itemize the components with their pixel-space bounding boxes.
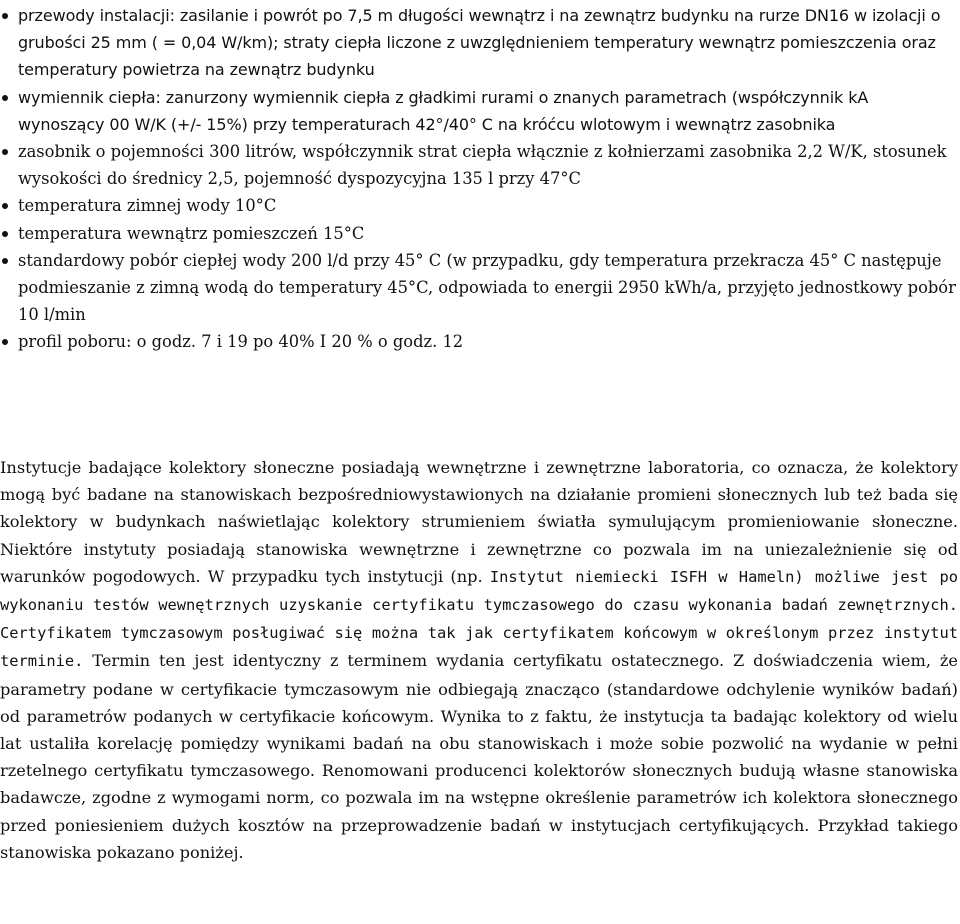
bullet-icon	[2, 339, 8, 345]
bullet-icon	[2, 149, 8, 155]
paragraph-text-part2: Instytut niemiecki ISFH w Hameln) możliwe jest po wykonaniu testów wewnętrznych uzyskanie certyfikatu tymczasowego do czasu wykonania badań zewnętrznych. Certyfikatem tymczasowym posługiwać się można tak jak certyfikatem końcowym w określonym przez instytut terminie.	[0, 567, 958, 671]
list-item-text: standardowy pobór ciepłej wody 200 l/d przy 45° C (w przypadku, gdy temperatura przekracza 45° C następuje podmieszanie z zimną wodą do temperatury 45°C, odpowiada to energii 2950 kWh/a, przyjęto jednostkowy pobór 10 l/min	[18, 250, 956, 325]
list-item-text: profil poboru: o godz. 7 i 19 po 40% I 20 % o godz. 12	[18, 332, 464, 352]
list-item	[0, 84, 958, 138]
bullet-icon	[2, 231, 8, 237]
list-item	[0, 328, 958, 355]
list-item-text: temperatura wewnątrz pomieszczeń 15°C	[18, 223, 365, 243]
list-item	[0, 138, 958, 192]
list-item-text: temperatura zimnej wody 10°C	[18, 196, 277, 216]
parameter-list	[0, 2, 958, 356]
bullet-icon	[2, 13, 8, 19]
paragraph-text-part3: Termin ten jest identyczny z terminem wydania certyfikatu ostatecznego. Z doświadczenia wiem, że parametry podane w certyfikacie tymczasowym nie odbiegają znacząco (standardowe odchylenie wyników badań) od parametrów podanych w certyfikacie końcowym. Wynika to z faktu, że instytucja ta badając kolektory od wielu lat ustaliła korelację pomiędzy wynikami badań na obu stanowiskach i może sobie pozwolić na wydanie w pełni rzetelnego certyfikatu tymczasowego. Renomowani producenci kolektorów słonecznych budują własne stanowiska badawcze, zgodne z wymogami norm, co pozwala im na wstępne określenie parametrów ich kolektora słonecznego przed poniesieniem dużych kosztów na przeprowadzenie badań w instytucjach certyfikujących. Przykład takiego stanowiska pokazano poniżej.	[0, 651, 958, 862]
bullet-icon	[2, 203, 8, 209]
list-item-text: zasobnik o pojemności 300 litrów, współczynnik strat ciepła włącznie z kołnierzami zasobnika 2,2 W/K, stosunek wysokości do średnicy 2,5, pojemność dyspozycyjna 135 l przy 47°C	[18, 142, 947, 189]
paragraph-text-part1: Instytucje badające kolektory słoneczne posiadają wewnętrzne i zewnętrzne laboratoria, co oznacza, że kolektory mogą być badane na stanowiskach bezpośredniowystawionych na działanie promieni słonecznych lub też bada się kolektory w budynkach naświetlając kolektory strumieniem światła symulującym promieniowanie słoneczne. Niektóre instytuty posiadają stanowiska wewnętrzne i zewnętrzne co pozwala im na uniezależnienie się od warunków pogodowych. W przypadku tych instytucji (np.	[0, 458, 958, 586]
body-paragraph	[0, 454, 958, 866]
bullet-icon	[2, 258, 8, 264]
list-item	[0, 220, 958, 247]
bullet-icon	[2, 95, 8, 101]
list-item	[0, 247, 958, 329]
list-item	[0, 192, 958, 219]
list-item	[0, 2, 958, 84]
list-item-text: wymiennik ciepła: zanurzony wymiennik ciepła z gładkimi rurami o znanych parametrach (współczynnik kA wynoszący 00 W/K (+/- 15%) przy temperaturach 42°/40° C na króćcu wlotowym i wewnątrz zasobnika	[18, 87, 869, 134]
list-item-text: przewody instalacji: zasilanie i powrót po 7,5 m długości wewnątrz i na zewnątrz budynku na rurze DN16 w izolacji o grubości 25 mm ( = 0,04 W/km); straty ciepła liczone z uwzględnieniem temperatury wewnątrz pomieszczenia oraz temperatury powietrza na zewnątrz budynku	[18, 6, 941, 80]
